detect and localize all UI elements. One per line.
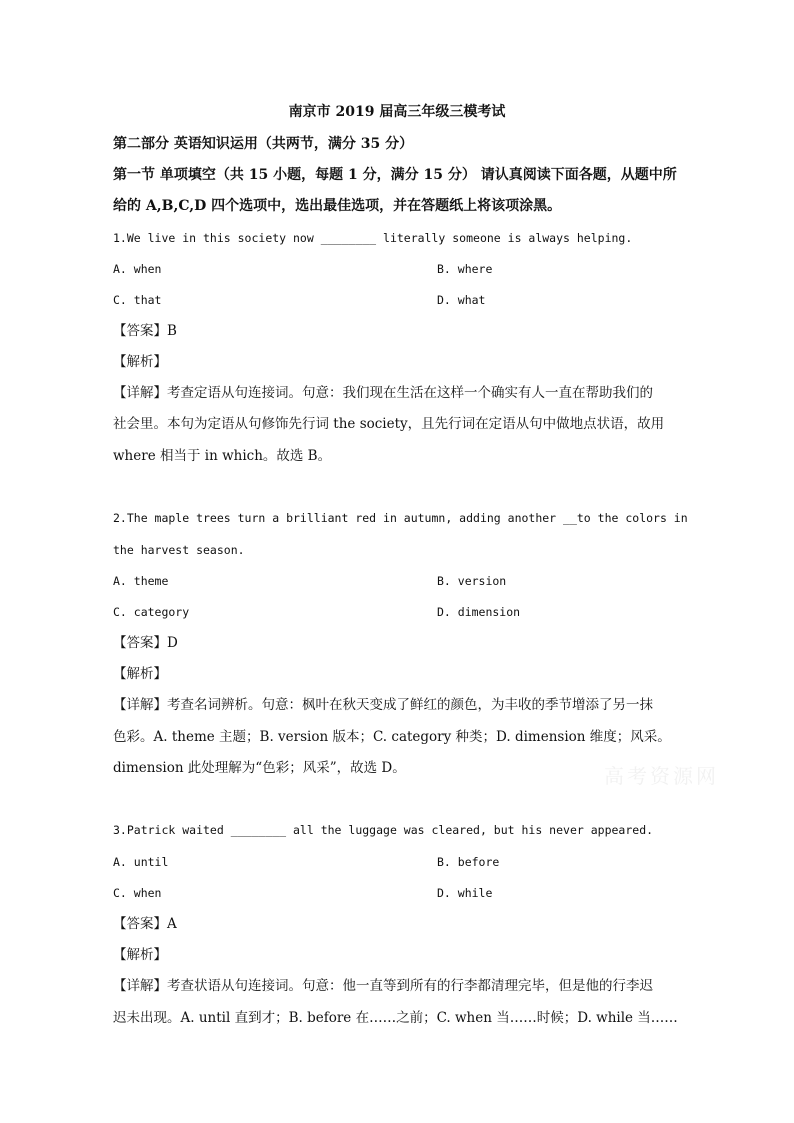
question-1-detail-line-2: 社会里。本句为定语从句修饰先行词 the society，且先行词在定语从句中做地点状语，故用 (113, 416, 665, 432)
question-2-option-d: D. dimension (437, 605, 521, 619)
question-2-detail-line-1: 【详解】考查名词辨析。句意：枫叶在秋天变成了鲜红的颜色，为丰收的季节增添了另一抹 (113, 697, 653, 713)
question-3-stem: 3.Patrick waited ________ all the luggage was cleared, but his never appeared. (113, 823, 654, 837)
question-1-option-a: A. when (113, 262, 162, 276)
question-2-detail-line-2: 色彩。A. theme 主题；B. version 版本；C. category 种类；D. dimension 维度；风采。 (113, 729, 671, 745)
question-1-detail-line-3: where 相当于 in which。故选 B。 (113, 448, 332, 464)
section-instruction-line-2: 给的 A,B,C,D 四个选项中，选出最佳选项，并在答题纸上将该项涂黑。 (113, 198, 562, 214)
question-1-stem: 1.We live in this society now ________ literally someone is always helping. (113, 231, 633, 245)
part-heading: 第二部分 英语知识运用（共两节，满分 35 分） (113, 136, 414, 152)
question-3-option-a: A. until (113, 855, 169, 869)
question-1-option-d: D. what (437, 293, 486, 307)
question-2-stem-line-2: the harvest season. (113, 543, 245, 557)
question-3-option-b: B. before (437, 855, 500, 869)
question-3-answer: 【答案】A (113, 916, 177, 932)
question-1-option-b: B. where (437, 262, 493, 276)
question-1-analysis-label: 【解析】 (113, 354, 167, 370)
question-3-detail-line-2: 迟未出现。A. until 直到才；B. before 在……之前；C. when 当……时候；D. while 当…… (113, 1010, 678, 1026)
question-3-analysis-label: 【解析】 (113, 947, 167, 963)
question-2-option-a: A. theme (113, 574, 169, 588)
section-instruction-line-1: 第一节 单项填空（共 15 小题，每题 1 分，满分 15 分） 请认真阅读下面各题，从题中所 (113, 167, 677, 183)
page-title: 南京市 2019 届高三年级三模考试 (288, 104, 506, 120)
question-1-option-c: C. that (113, 293, 162, 307)
question-2-detail-line-3: dimension 此处理解为“色彩；风采”，故选 D。 (113, 760, 406, 776)
question-2-option-b: B. version (437, 574, 507, 588)
question-3-option-d: D. while (437, 886, 493, 900)
question-2-stem-line-1: 2.The maple trees turn a brilliant red in autumn, adding another __to the colors in (113, 511, 688, 525)
question-3-detail-line-1: 【详解】考查状语从句连接词。句意：他一直等到所有的行李都清理完毕，但是他的行李迟 (113, 978, 653, 994)
question-1-detail-line-1: 【详解】考查定语从句连接词。句意：我们现在生活在这样一个确实有人一直在帮助我们的 (113, 385, 653, 401)
question-2-option-c: C. category (113, 605, 190, 619)
question-2-analysis-label: 【解析】 (113, 666, 167, 682)
question-3-option-c: C. when (113, 886, 162, 900)
question-1-answer: 【答案】B (113, 323, 177, 339)
question-2-answer: 【答案】D (113, 635, 178, 651)
watermark: 高考资源网 (604, 764, 719, 788)
